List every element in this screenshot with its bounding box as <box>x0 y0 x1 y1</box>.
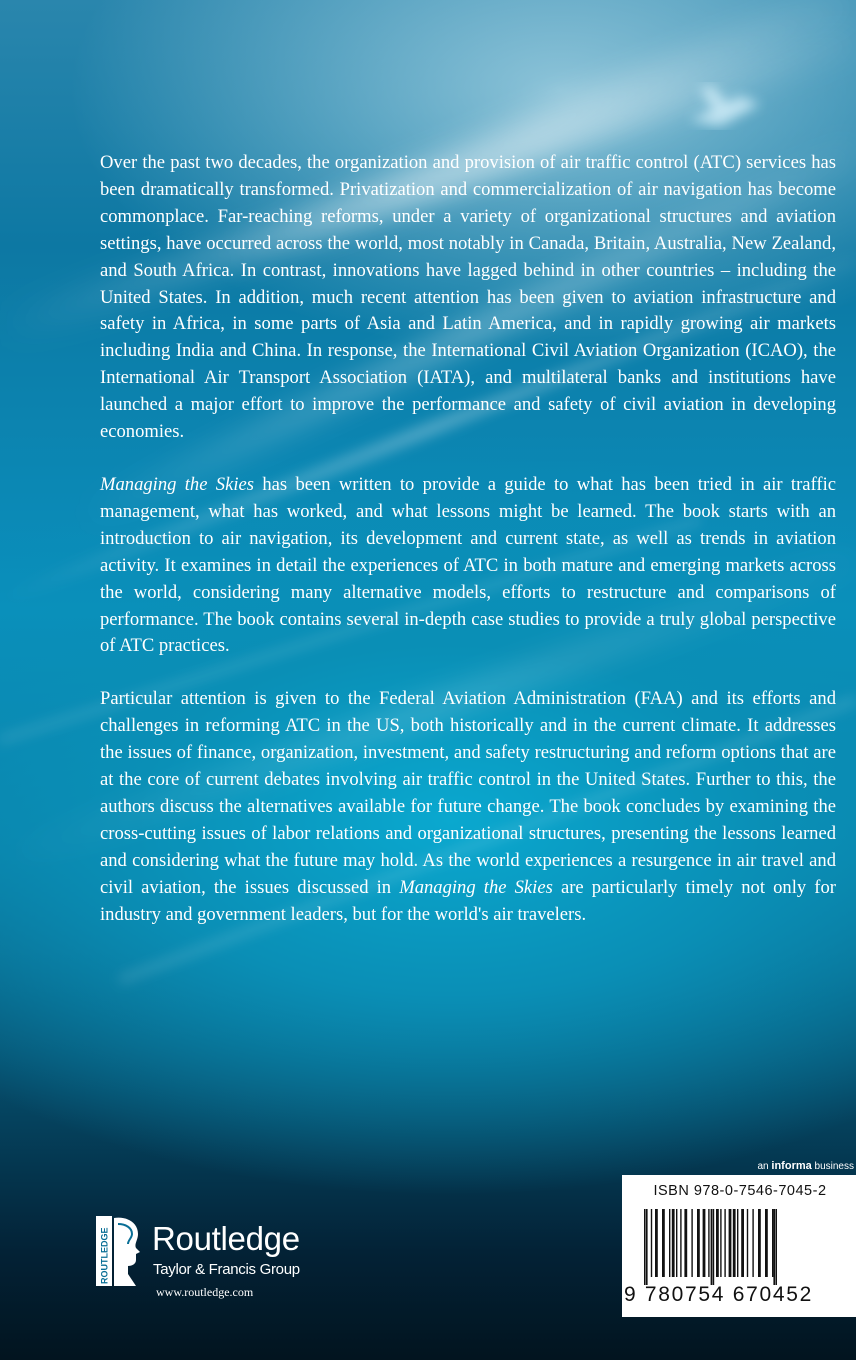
barcode-guard-bar <box>646 1209 648 1285</box>
barcode-bar <box>737 1209 738 1277</box>
barcode-bar <box>772 1209 773 1277</box>
barcode-bar <box>752 1209 753 1277</box>
barcode-bar <box>672 1209 675 1277</box>
barcode-guard-bar <box>773 1209 775 1285</box>
barcode-bar <box>691 1209 692 1277</box>
blurb-paragraph-2: Managing the Skies has been written to provide a guide to what has been tried in air traffic management, what has worked, and what lessons might be learned. The book starts with an introduction to air navigation, its development and current state, as well as trends in aviation activity. It examines in detail the experiences of ATC in both mature and emerging markets across the world, considering many alternative models, efforts to restructure and comparisons of performance. The book contains several in-depth case studies to provide a truly global perspective of ATC practices. <box>100 473 836 657</box>
blurb-paragraph-3: Particular attention is given to the Federal Aviation Administration (FAA) and its efforts and challenges in reforming ATC in the US, both historically and in the current climate. It addresses the issues of finance, organization, investment, and safety restructuring and reform options that are at the core of current debates involving air traffic control in the United States. Further to this, the authors discuss the alternatives available for future change. The book concludes by examining the cross-cutting issues of labor relations and organizational structures, presenting the lessons learned and considering what the future may hold. As the world experiences a resurgence in air travel and civil aviation, the issues discussed in Managing the Skies are particularly timely not only for industry and government leaders, but for the world's air travelers. <box>100 688 836 925</box>
cover-blurb <box>100 150 836 954</box>
barcode-bar <box>655 1209 658 1277</box>
barcode-bar <box>676 1209 677 1277</box>
barcode-guard-bar <box>713 1209 715 1285</box>
barcode-bar <box>708 1209 709 1277</box>
publisher-group: Taylor & Francis Group <box>153 1261 300 1278</box>
barcode-digits: 9 780754 670452 <box>624 1283 813 1306</box>
publisher-name: Routledge <box>152 1220 300 1257</box>
barcode-bar <box>758 1209 761 1277</box>
barcode-bar <box>684 1209 687 1277</box>
routledge-head-logo-icon <box>96 1216 142 1286</box>
airplane-silhouette-icon <box>690 86 760 126</box>
barcode-guard-bar <box>711 1209 713 1285</box>
barcode-bar <box>651 1209 652 1277</box>
barcode-bar <box>680 1209 681 1277</box>
barcode-bar <box>724 1209 725 1277</box>
isbn-barcode <box>622 1175 856 1317</box>
book-title-emphasis: Managing the Skies <box>100 473 255 495</box>
barcode-bar <box>697 1209 700 1277</box>
isbn-label: ISBN 978-0-7546-7045-2 <box>653 1183 827 1199</box>
barcode-bar <box>716 1209 719 1277</box>
publisher-brand <box>96 1216 356 1306</box>
blurb-paragraph-1: Over the past two decades, the organization and provision of air traffic control (ATC) services has been dramatically transformed. Privatization and commercialization of air navigation has become commonplace. Far-reaching reforms, under a variety of organizational structures and aviation settings, have occurred across the world, most notably in Canada, Britain, Australia, New Zealand, and South Africa. In contrast, innovations have lagged behind in other countries – including the United States. In addition, much recent attention has been given to aviation infrastructure and safety in Africa, in some parts of Asia and Latin America, and in rapidly growing air markets including India and China. In response, the International Civil Aviation Organization (ICAO), the International Air Transport Association (IATA), and multilateral banks and institutions have launched a major effort to improve the performance and safety of civil aviation in developing economies. <box>100 152 836 443</box>
barcode-bar <box>662 1209 665 1277</box>
barcode-bar <box>703 1209 706 1277</box>
book-title-emphasis: Managing the Skies <box>399 876 553 898</box>
barcode-bar <box>765 1209 768 1277</box>
barcode-bar <box>729 1209 732 1277</box>
barcode-bar <box>741 1209 744 1277</box>
spine-text: ROUTLEDGE <box>99 1227 110 1284</box>
barcode-bar <box>669 1209 670 1277</box>
barcode-bar <box>720 1209 721 1277</box>
barcode-bar <box>747 1209 748 1277</box>
barcode-guard-bar <box>775 1209 777 1285</box>
barcode-guard-bar <box>644 1209 646 1285</box>
barcode-bars <box>630 1209 848 1285</box>
barcode-bar <box>733 1209 736 1277</box>
informa-tagline: an informa business <box>757 1160 854 1172</box>
publisher-url: www.routledge.com <box>156 1285 254 1299</box>
